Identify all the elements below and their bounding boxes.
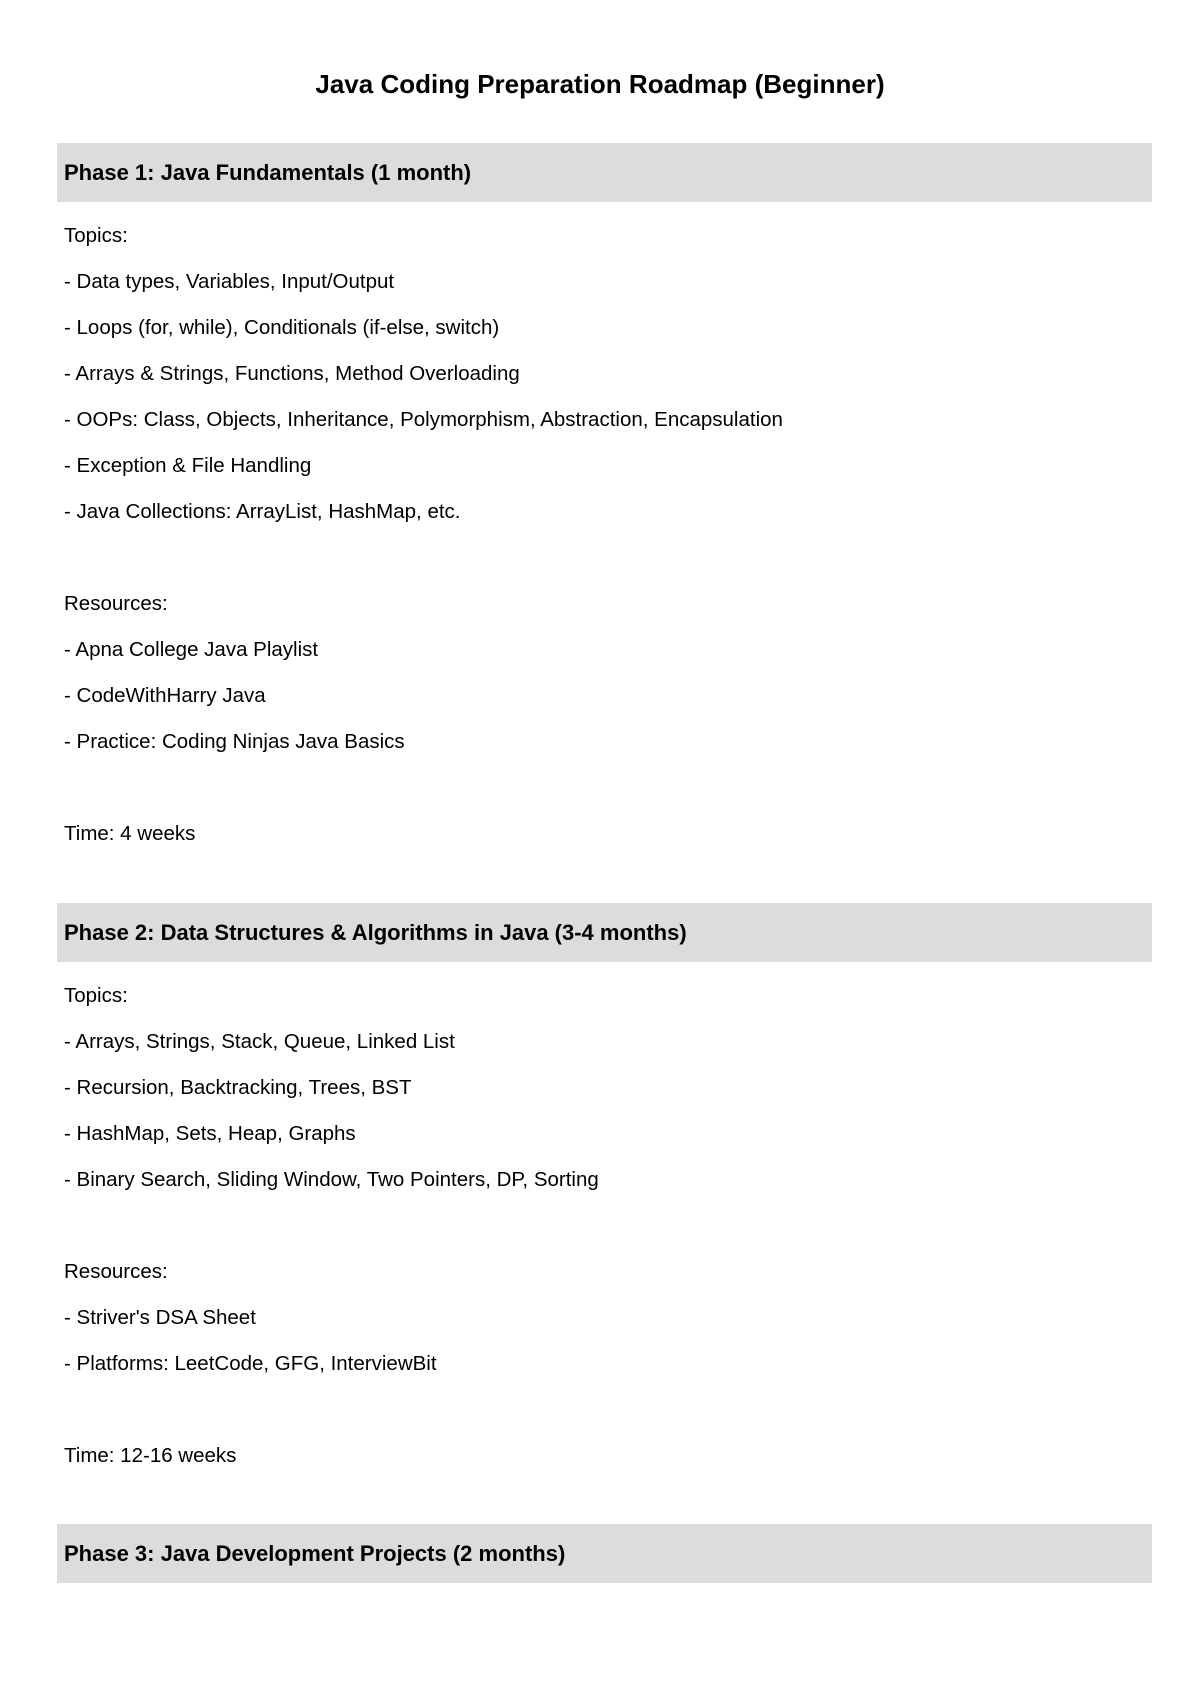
phase-3-header: Phase 3: Java Development Projects (2 months) — [57, 1524, 1152, 1583]
list-item: - Recursion, Backtracking, Trees, BST — [64, 1076, 412, 1099]
phase-1-resources-label: Resources: — [64, 592, 168, 615]
list-item: - Platforms: LeetCode, GFG, InterviewBit — [64, 1352, 437, 1375]
list-item: - CodeWithHarry Java — [64, 684, 266, 707]
list-item: - Exception & File Handling — [64, 454, 312, 477]
list-item: - Striver's DSA Sheet — [64, 1306, 256, 1329]
list-item: - HashMap, Sets, Heap, Graphs — [64, 1122, 356, 1145]
phase-1-topics-label: Topics: — [64, 224, 128, 247]
list-item: - Java Collections: ArrayList, HashMap, etc. — [64, 500, 461, 523]
list-item: - Arrays & Strings, Functions, Method Overloading — [64, 362, 520, 385]
phase-1-time: Time: 4 weeks — [64, 822, 196, 845]
phase-2-resources-label: Resources: — [64, 1260, 168, 1283]
page-title: Java Coding Preparation Roadmap (Beginner) — [315, 69, 885, 99]
list-item: - Practice: Coding Ninjas Java Basics — [64, 730, 405, 753]
phase-1-header: Phase 1: Java Fundamentals (1 month) — [57, 143, 1152, 202]
list-item: - Loops (for, while), Conditionals (if-else, switch) — [64, 316, 500, 339]
list-item: - Apna College Java Playlist — [64, 638, 319, 661]
phase-2-topics-label: Topics: — [64, 984, 128, 1007]
list-item: - Data types, Variables, Input/Output — [64, 270, 395, 293]
list-item: - Binary Search, Sliding Window, Two Pointers, DP, Sorting — [64, 1168, 599, 1191]
list-item: - Arrays, Strings, Stack, Queue, Linked List — [64, 1030, 455, 1053]
phase-2-header: Phase 2: Data Structures & Algorithms in Java (3-4 months) — [57, 903, 1152, 962]
list-item: - OOPs: Class, Objects, Inheritance, Polymorphism, Abstraction, Encapsulation — [64, 408, 783, 431]
phase-2-time: Time: 12-16 weeks — [64, 1444, 237, 1467]
